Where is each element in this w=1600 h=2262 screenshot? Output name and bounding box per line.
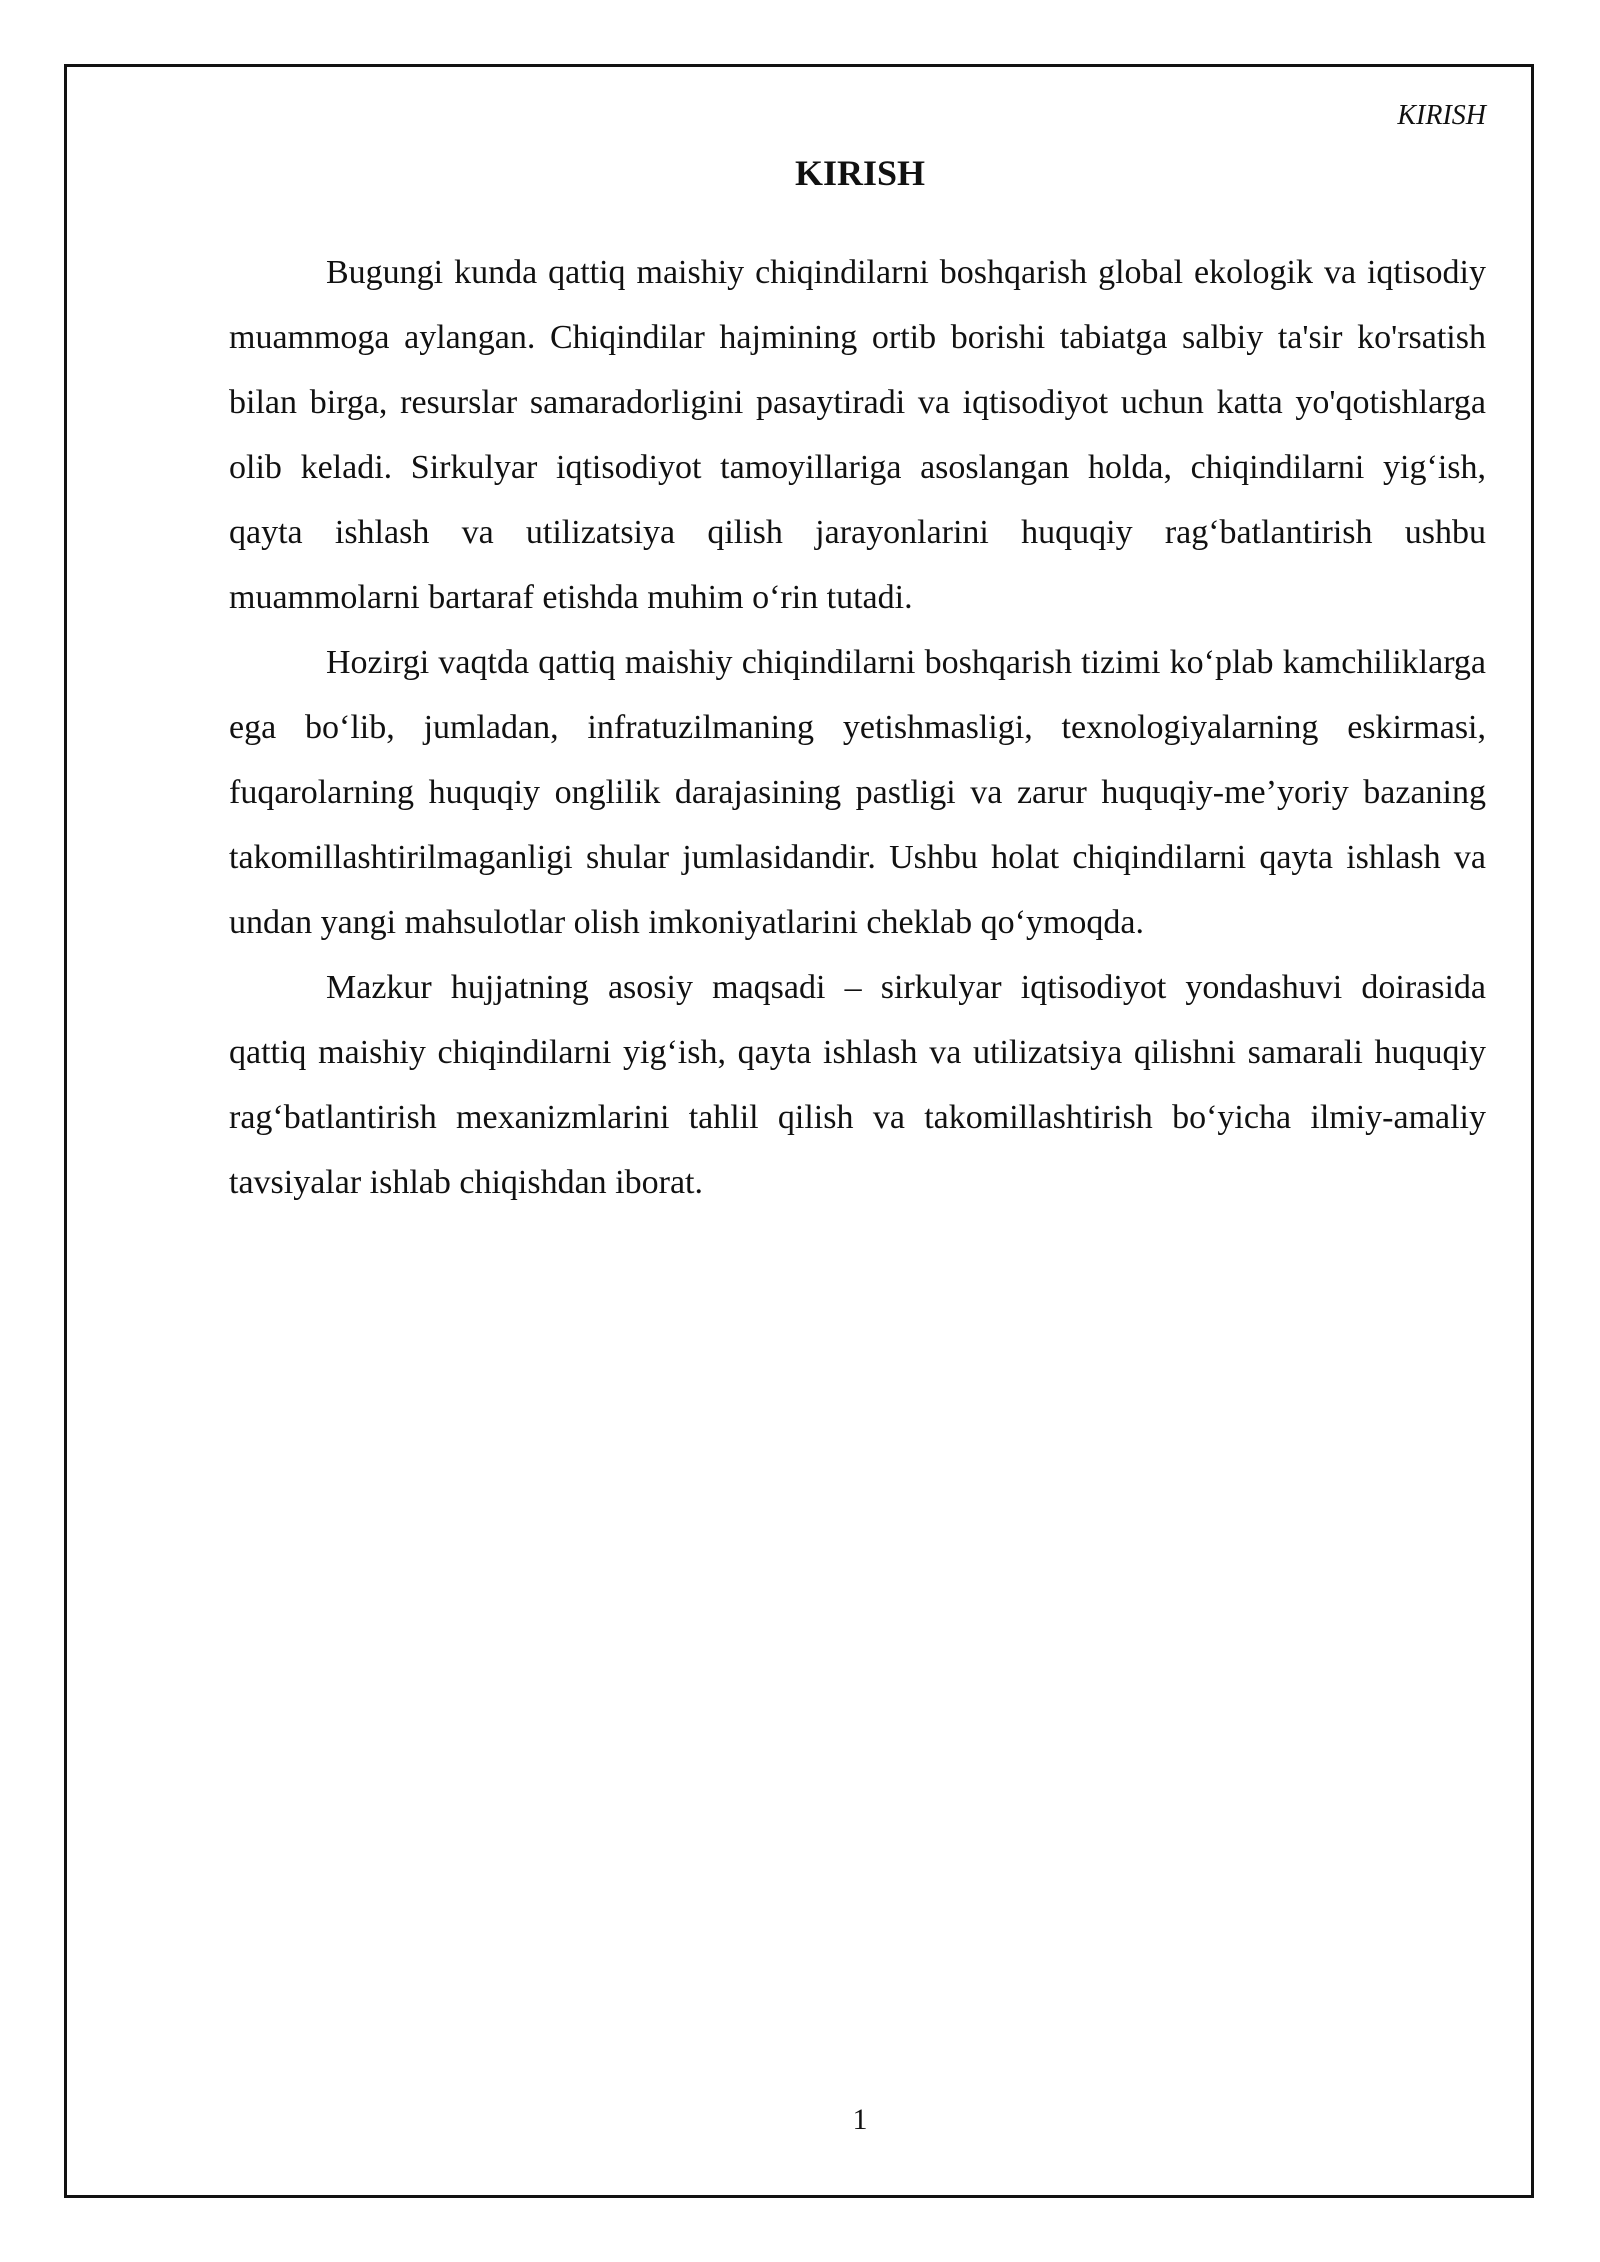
paragraph-3: Mazkur hujjatning asosiy maqsadi – sirkulyar iqtisodiyot yondashuvi doirasida qattiq maishiy chiqindilarni yig‘ish, qayta ishlash va utilizatsiya qilishni samarali huquqiy rag‘batlantirish mexanizmlarini tahlil qilish va takomillashtirish bo‘yicha ilmiy-amaliy tavsiyalar ishlab chiqishdan iborat. xyxy=(229,969,1486,1201)
page-number: 1 xyxy=(852,2103,868,2136)
body-text xyxy=(229,240,1486,1215)
page-title: KIRISH xyxy=(794,153,926,193)
paragraph-1: Bugungi kunda qattiq maishiy chiqindilarni boshqarish global ekologik va iqtisodiy muammoga aylangan. Chiqindilar hajmining ortib borishi tabiatga salbiy ta'sir ko'rsatish bilan birga, resurslar samaradorligini pasaytiradi va iqtisodiyot uchun katta yo'qotishlarga olib keladi. Sirkulyar iqtisodiyot tamoyillariga asoslangan holda, chiqindilarni yig‘ish, qayta ishlash va utilizatsiya qilish jarayonlarini huquqiy rag‘batlantirish ushbu muammolarni bartaraf etishda muhim o‘rin tutadi. xyxy=(229,254,1486,616)
paragraph-2: Hozirgi vaqtda qattiq maishiy chiqindilarni boshqarish tizimi ko‘plab kamchiliklarga ega bo‘lib, jumladan, infratuzilmaning yetishmasligi, texnologiyalarning eskirmasi, fuqarolarning huquqiy onglilik darajasining pastligi va zarur huquqiy-me’yoriy bazaning takomillashtirilmaganligi shular jumlasidandir. Ushbu holat chiqindilarni qayta ishlash va undan yangi mahsulotlar olish imkoniyatlarini cheklab qo‘ymoqda. xyxy=(229,644,1486,941)
running-header: KIRISH xyxy=(1397,100,1486,131)
